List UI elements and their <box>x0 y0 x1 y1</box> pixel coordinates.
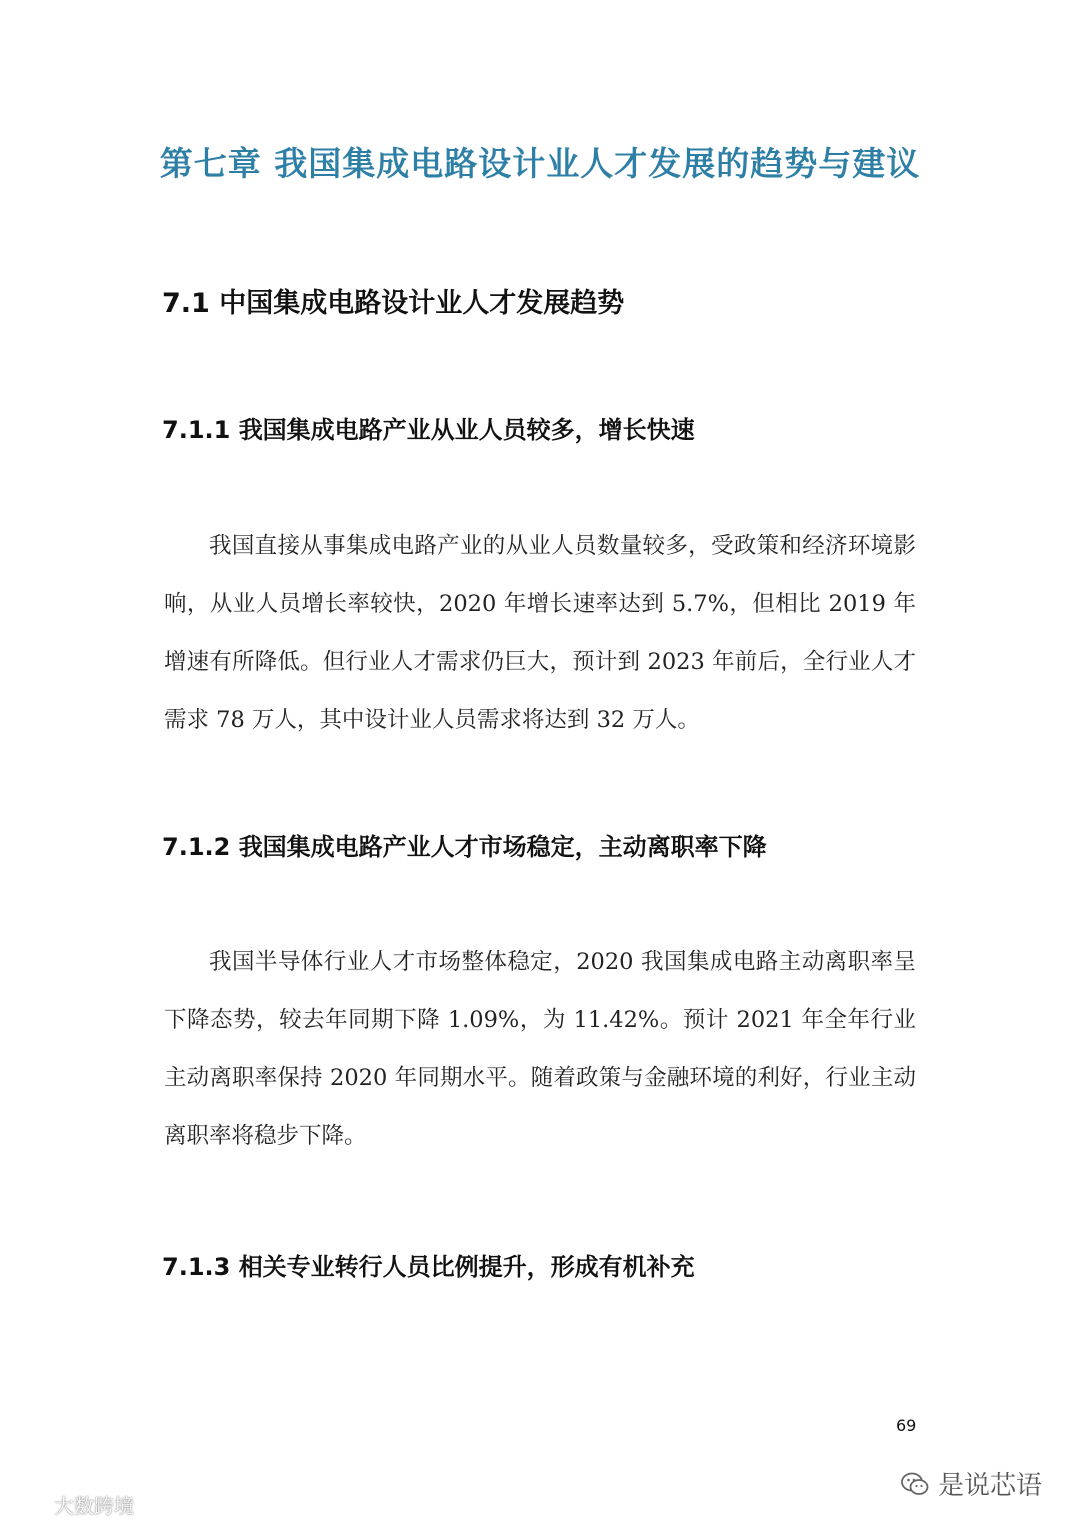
watermark-right-text: 是说芯语 <box>938 1471 1043 1501</box>
section-heading: 7.1 中国集成电路设计业人才发展趋势 <box>162 288 625 319</box>
watermark-right <box>900 1465 1042 1502</box>
logo-icon <box>14 1494 48 1516</box>
chapter-title: 第七章 我国集成电路设计业人才发展的趋势与建议 <box>159 144 921 183</box>
paragraph-1: 我国直接从事集成电路产业的从业人员数量较多，受政策和经济环境影响，从业人员增长率较快，2020 年增长速率达到 5.7%，但相比 2019 年增速有所降低。但行业人才需求仍巨大，预计到 2023 年前后，全行业人才需求 78 万人，其中设计业人员需求将达到 32 万人。 <box>164 533 916 733</box>
watermark-left <box>14 1490 134 1519</box>
subsection-heading-3: 7.1.3 相关专业转行人员比例提升，形成有机补充 <box>162 1253 695 1281</box>
subsection-heading-1: 7.1.1 我国集成电路产业从业人员较多，增长快速 <box>162 416 695 444</box>
page-number: 69 <box>896 1416 917 1435</box>
watermark-left-text: 大数跨境 <box>54 1494 134 1518</box>
paragraph-2: 我国半导体行业人才市场整体稳定，2020 我国集成电路主动离职率呈下降态势，较去年同期下降 1.09%，为 11.42%。预计 2021 年全年行业主动离职率保持 2020 年同期水平。随着政策与金融环境的利好，行业主动离职率将稳步下降。 <box>164 949 916 1149</box>
wechat-icon <box>900 1471 930 1497</box>
subsection-heading-2: 7.1.2 我国集成电路产业人才市场稳定，主动离职率下降 <box>162 833 767 861</box>
